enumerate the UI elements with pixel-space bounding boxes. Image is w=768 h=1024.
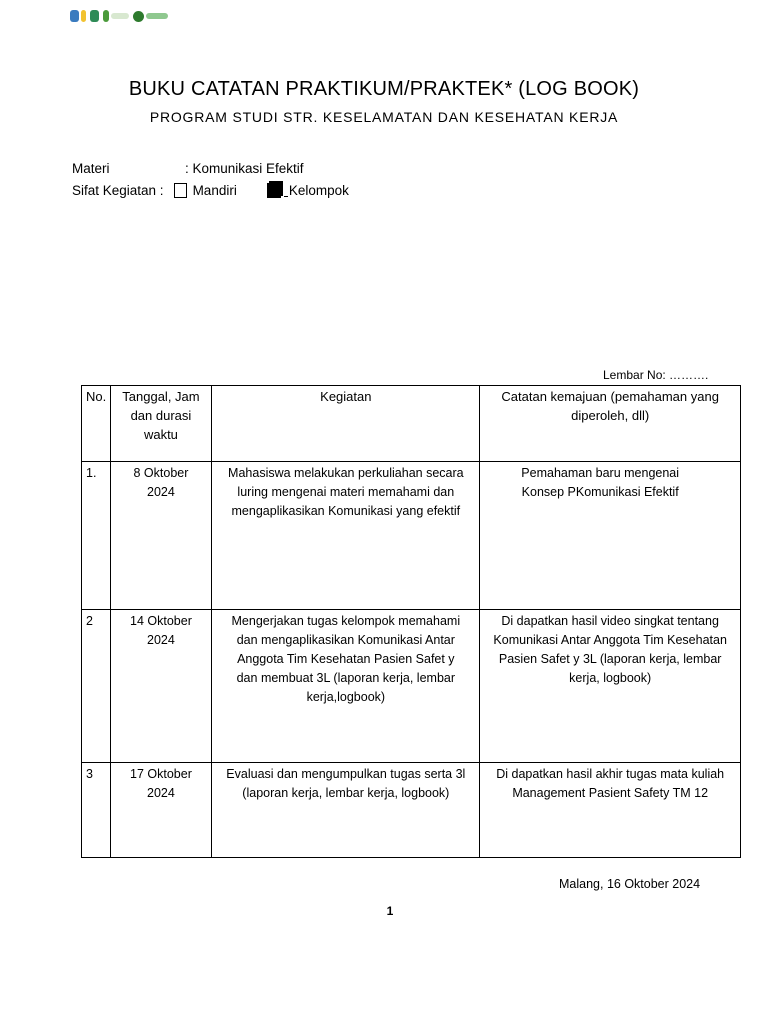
row-tanggal-year: 2024 bbox=[147, 485, 175, 499]
table-row bbox=[82, 763, 741, 858]
header-catatan: Catatan kemajuan (pemahaman yang diperoleh, dll) bbox=[480, 386, 741, 462]
sifat-kegiatan-label: Sifat Kegiatan : bbox=[72, 183, 164, 198]
header-kegiatan: Kegiatan bbox=[212, 386, 480, 462]
kelompok-label: Kelompok bbox=[288, 183, 349, 198]
row-tanggal bbox=[110, 610, 212, 763]
row-kegiatan: Evaluasi dan mengumpulkan tugas serta 3l (laporan kerja, lembar kerja, logbook) bbox=[212, 763, 480, 858]
bakti-husada-logo bbox=[103, 10, 129, 22]
table-header-row bbox=[82, 386, 741, 462]
row-catatan: Pemahaman baru mengenai Konsep PKomunikasi Efektif bbox=[480, 462, 741, 610]
header-logos bbox=[70, 6, 168, 26]
germas-logo bbox=[90, 10, 99, 22]
row-no: 2 bbox=[82, 610, 111, 763]
poltekkes-logo bbox=[133, 11, 168, 22]
row-no: 3 bbox=[82, 763, 111, 858]
mandiri-checkbox[interactable] bbox=[174, 183, 187, 198]
row-tanggal-date: 17 Oktober bbox=[130, 767, 192, 781]
row-kegiatan: Mahasiswa melakukan perkuliahan secara luring mengenai materi memahami dan mengaplikasikan Komunikasi yang efektif bbox=[212, 462, 480, 610]
place-date: Malang, 16 Oktober 2024 bbox=[559, 877, 701, 891]
page-subtitle: PROGRAM STUDI STR. KESELAMATAN DAN KESEHATAN KERJA bbox=[149, 109, 619, 125]
materi-row bbox=[72, 161, 304, 176]
row-tanggal bbox=[110, 462, 212, 610]
log-table bbox=[81, 385, 741, 858]
row-tanggal bbox=[110, 763, 212, 858]
row-tanggal-date: 8 Oktober bbox=[133, 466, 189, 480]
row-no: 1. bbox=[82, 462, 111, 610]
row-tanggal-year: 2024 bbox=[147, 786, 175, 800]
checkbox-underline bbox=[284, 184, 288, 197]
page-title: BUKU CATATAN PRAKTIKUM/PRAKTEK* (LOG BOOK) bbox=[128, 78, 640, 100]
table-row bbox=[82, 462, 741, 610]
kemenkes-logo bbox=[70, 10, 86, 22]
header-no: No. bbox=[82, 386, 111, 462]
header-tanggal: Tanggal, Jam dan durasi waktu bbox=[110, 386, 212, 462]
materi-label: Materi bbox=[72, 161, 110, 176]
mandiri-label: Mandiri bbox=[192, 183, 237, 198]
materi-value: : Komunikasi Efektif bbox=[185, 161, 304, 176]
row-catatan: Di dapatkan hasil video singkat tentang Komunikasi Antar Anggota Tim Kesehatan Pasien Safet y 3L (laporan kerja, lembar kerja, logbook) bbox=[480, 610, 741, 763]
row-catatan: Di dapatkan hasil akhir tugas mata kuliah Management Pasient Safety TM 12 bbox=[480, 763, 741, 858]
kelompok-checkbox[interactable] bbox=[267, 183, 281, 198]
row-kegiatan: Mengerjakan tugas kelompok memahami dan mengaplikasikan Komunikasi Antar Anggota Tim Kesehatan Pasien Safet y dan membuat 3L (laporan kerja, lembar kerja,logbook) bbox=[212, 610, 480, 763]
row-tanggal-date: 14 Oktober bbox=[130, 614, 192, 628]
row-tanggal-year: 2024 bbox=[147, 633, 175, 647]
sifat-kegiatan-row bbox=[72, 183, 349, 198]
table-row bbox=[82, 610, 741, 763]
lembar-number: Lembar No: ………. bbox=[603, 368, 709, 382]
page-number: 1 bbox=[386, 904, 394, 918]
